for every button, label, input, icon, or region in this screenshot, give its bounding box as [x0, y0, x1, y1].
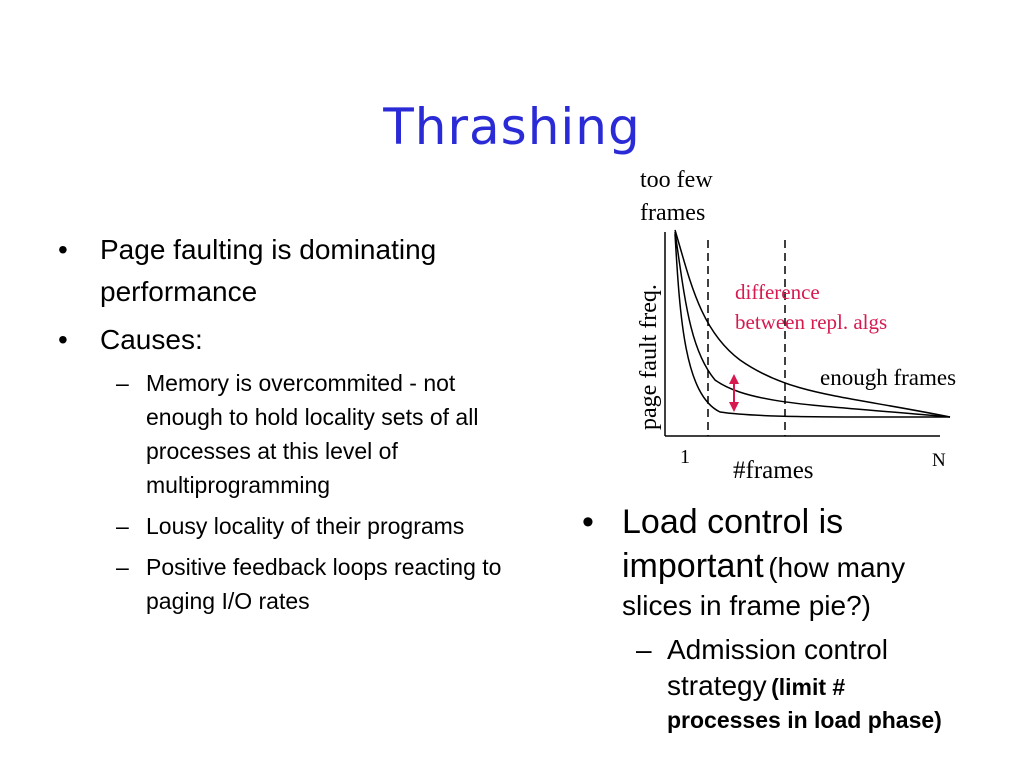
x-tick-n: N — [932, 450, 946, 471]
sub-bullet-locality: Lousy locality of their programs — [146, 513, 465, 539]
load-control-line3: slices in frame pie?) — [622, 590, 871, 621]
sub-bullet-feedback-line1: Positive feedback loops reacting to — [146, 554, 502, 580]
difference-label-line2: between repl. algs — [735, 310, 888, 334]
strategy-text: strategy — [667, 670, 767, 701]
difference-arrow-head-down — [729, 402, 739, 412]
admission-control-line2 — [667, 668, 845, 709]
x-axis-label: #frames — [733, 457, 814, 484]
bullet-causes: Causes: — [100, 324, 203, 355]
difference-label-line1: difference — [735, 280, 820, 304]
admission-control-line3: processes in load phase) — [667, 707, 942, 733]
sub-bullet-dash: – — [116, 370, 129, 396]
important-text: important — [622, 547, 764, 585]
slide-title: Thrashing — [383, 98, 641, 156]
admission-control-line1: Admission control — [667, 634, 888, 665]
bullet-page-faulting-line1: Page faulting is dominating — [100, 234, 437, 265]
label-too-few-line2: frames — [640, 200, 706, 226]
y-axis-label: page fault freq. — [636, 284, 662, 430]
enough-frames-label: enough frames — [820, 365, 957, 390]
bullet-marker: • — [58, 234, 68, 265]
sub-bullet-memory-line3: processes at this level of — [146, 438, 398, 464]
bullet-marker: • — [58, 324, 68, 355]
sub-bullet-dash: – — [116, 554, 129, 580]
bullet-page-faulting-line2: performance — [100, 276, 258, 307]
sub-bullet-dash: – — [636, 634, 652, 665]
sub-bullet-memory-line2: enough to hold locality sets of all — [146, 404, 479, 430]
how-many-text: (how many — [768, 552, 906, 583]
limit-text: (limit # — [771, 674, 846, 700]
difference-arrow-head-up — [729, 374, 739, 384]
sub-bullet-memory-line1: Memory is overcommited - not — [146, 370, 456, 396]
x-tick-1: 1 — [680, 446, 690, 468]
sub-bullet-dash: – — [116, 513, 129, 539]
bullet-marker: • — [582, 503, 594, 541]
load-control-line1: Load control is — [622, 503, 844, 541]
sub-bullet-memory-line4: multiprogramming — [146, 472, 331, 498]
sub-bullet-feedback-line2: paging I/O rates — [146, 588, 310, 614]
label-too-few-line1: too few — [640, 167, 713, 193]
